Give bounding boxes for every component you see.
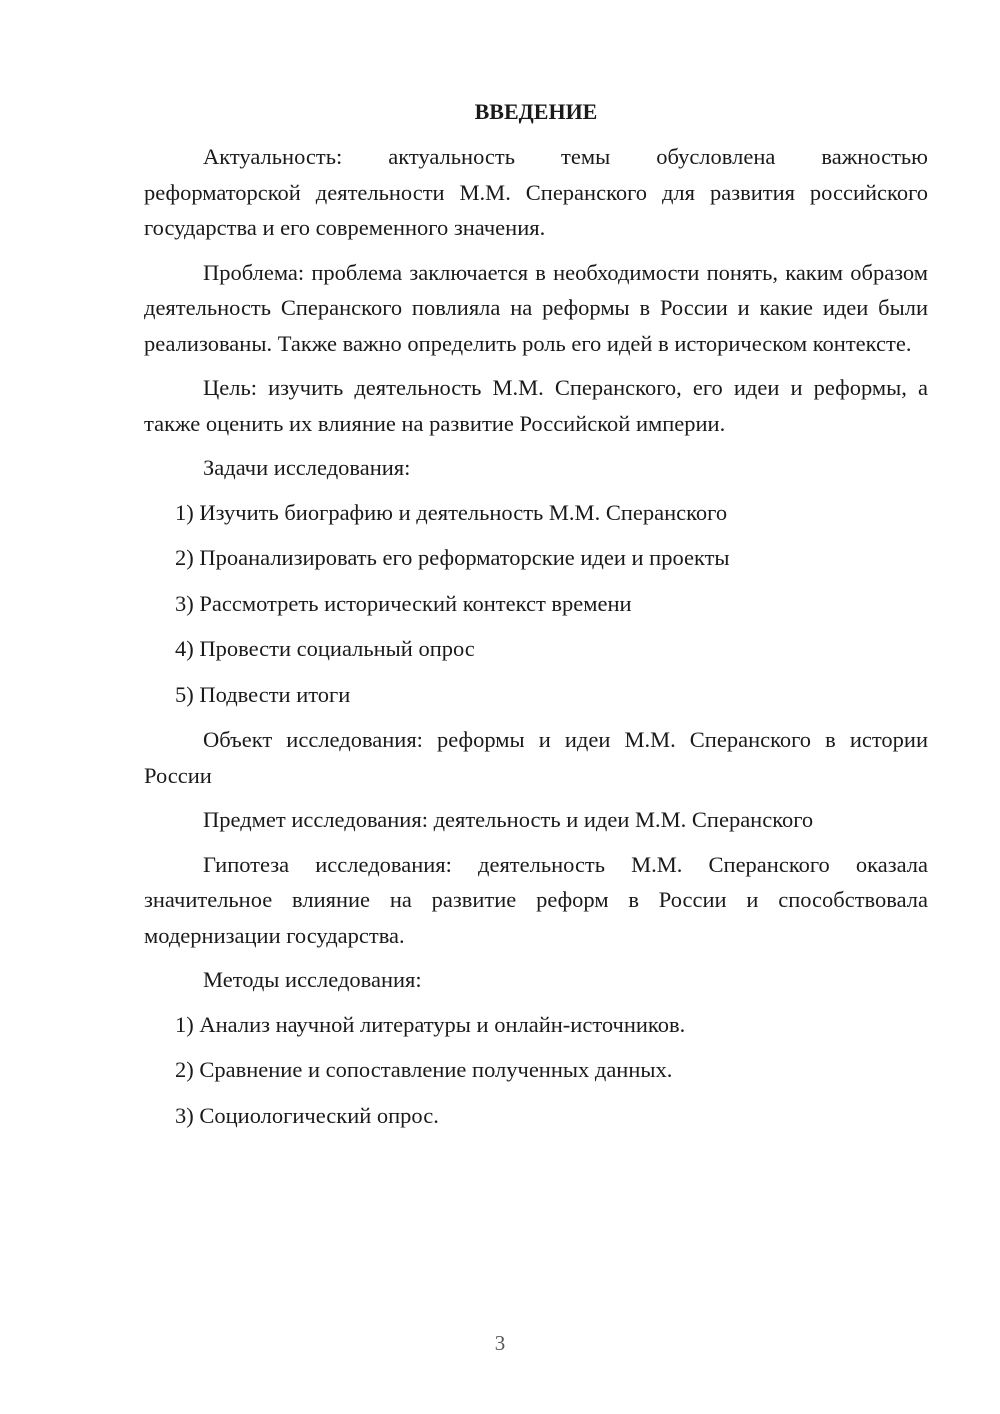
relevance-paragraph: Актуальность: актуальность темы обусловлена важностью реформаторской деятельности М.М. Сперанского для развития российского государства и его современного значения. [144,144,928,240]
object-paragraph: Объект исследования: реформы и идеи М.М. Сперанского в истории России [144,727,928,788]
list-item: 2) Сравнение и сопоставление полученных данных. [175,1057,673,1082]
section-title: ВВЕДЕНИЕ [474,99,598,124]
list-item: 4) Провести социальный опрос [175,636,475,661]
list-item: 1) Анализ научной литературы и онлайн-источников. [175,1011,686,1037]
tasks-heading: Задачи исследования: [203,455,411,480]
page-number: 3 [494,1331,506,1355]
methods-heading: Методы исследования: [203,967,422,992]
subject-paragraph: Предмет исследования: деятельность и идеи М.М. Сперанского [203,807,814,832]
methods-list [144,1007,928,1134]
list-item: 3) Рассмотреть исторический контекст времени [175,590,632,616]
tasks-list [144,495,928,713]
goal-paragraph: Цель: изучить деятельность М.М. Сперанского, его идеи и реформы, а также оценить их влияние на развитие Российской империи. [144,375,928,436]
problem-paragraph: Проблема: проблема заключается в необходимости понять, каким образом деятельность Сперанского повлияла на реформы в России и какие идеи были реализованы. Также важно определить роль его идей в историческом контексте. [144,259,928,356]
hypothesis-paragraph: Гипотеза исследования: деятельность М.М. Сперанского оказала значительное влияние на развитие реформ в России и способствовала модернизации государства. [144,851,928,948]
list-item: 1) Изучить биографию и деятельность М.М. Сперанского [175,499,728,525]
list-item: 3) Социологический опрос. [175,1102,439,1128]
list-item: 2) Проанализировать его реформаторские идеи и проекты [175,545,730,570]
page-content [144,94,928,1143]
list-item: 5) Подвести итоги [175,681,351,707]
